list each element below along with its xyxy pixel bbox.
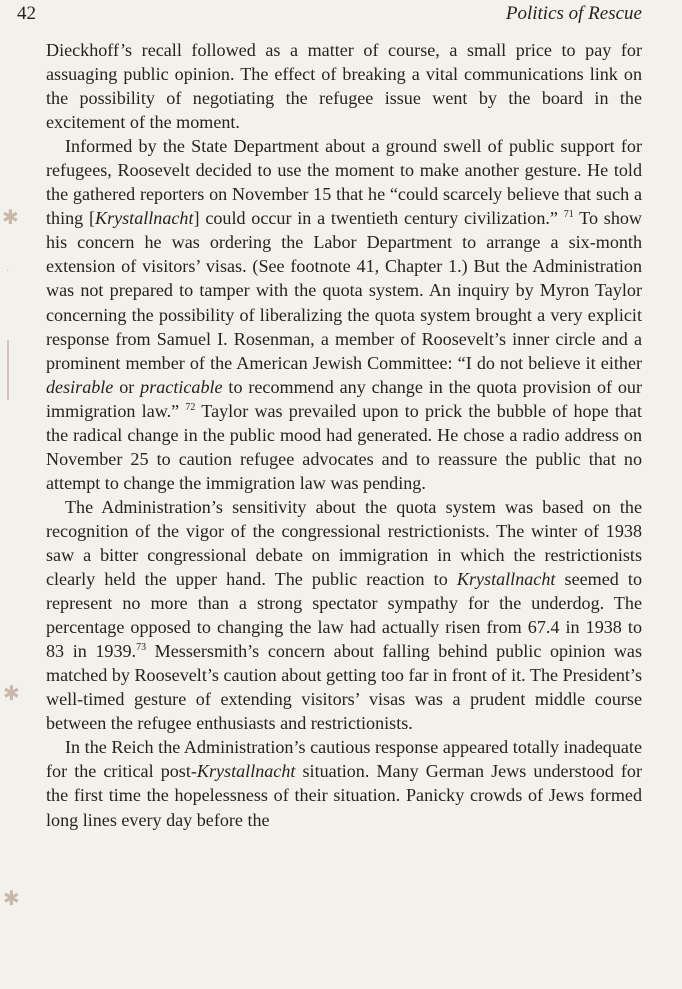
footnote-ref: 72 bbox=[185, 401, 196, 413]
paragraph bbox=[46, 735, 642, 831]
text-run: Taylor was prevailed upon to prick the bubble of hope that the radical change in the public mood had generated. He chose a radio address on November 25 to caution refugee advocates and to reassure the public that no attempt to change the immigration law was pending. bbox=[46, 400, 642, 493]
italic-text: desirable bbox=[46, 376, 114, 397]
body-text bbox=[46, 38, 642, 832]
paragraph bbox=[46, 495, 642, 735]
page-number: 42 bbox=[17, 3, 36, 24]
margin-asterisk-mark: ✱ bbox=[3, 683, 20, 705]
paragraph bbox=[46, 134, 642, 495]
italic-text: Krystallnacht bbox=[456, 569, 556, 590]
bracket: [ bbox=[88, 208, 95, 229]
margin-asterisk-mark: ✱ bbox=[2, 207, 19, 229]
italic-text: Krystallnacht bbox=[196, 761, 296, 782]
italic-text: practicable bbox=[140, 376, 223, 397]
bracket: ] bbox=[193, 208, 200, 229]
footnote-ref: 71 bbox=[563, 209, 574, 221]
italic-text: Krystallnacht bbox=[95, 208, 194, 229]
margin-dot-mark: · bbox=[6, 266, 10, 277]
text-run: Messersmith’s concern about falling behind public opinion was matched by Roosevelt’s caution about getting too far in front of it. The President’s well-timed gesture of extending visitors’ visas was a prudent middle course between the refugee enthusiasts and restrictionists. bbox=[46, 641, 642, 734]
margin-asterisk-mark: ✱ bbox=[3, 888, 20, 910]
running-title: Politics of Rescue bbox=[505, 3, 642, 24]
text-run: situation. Many German Jews understood for the first time the hopelessness of their situation. Panicky crowds of Jews formed long lines every day before the bbox=[46, 761, 643, 830]
footnote-ref: 73 bbox=[136, 642, 147, 654]
margin-pencil-line bbox=[7, 340, 9, 400]
text-run: seemed to represent no more than a strong spectator sympathy for the underdog. The percentage opposed to changing the law had actually risen from 67.4 in 1938 to 83 in 1939. bbox=[46, 569, 642, 662]
running-header bbox=[17, 3, 642, 29]
text-run: The Administration’s sensitivity about the quota system was based on the recognition of the vigor of the congressional restrictionists. The winter of 1938 saw a bitter congressional debate on immigration in which the restrictionists clearly held the upper hand. The public reaction to bbox=[46, 496, 642, 590]
paragraph bbox=[46, 38, 642, 134]
text-run: To show his concern he was ordering the Labor Department to arrange a six-month extension of visitors’ visas. (See footnote 41, Chapter 1.) But the Administration was not prepared to tamper with the quota system. An inquiry by Myron Taylor concerning the possibility of liberalizing the quota system brought a very explicit response from Samuel I. Rosenman, a member of Roosevelt’s inner circle and a prominent member of the American Jewish Committee: “I do not believe it either bbox=[46, 208, 642, 373]
text-run: or bbox=[113, 376, 141, 397]
text-run: could occur in a twentieth century civilization.” bbox=[199, 208, 564, 229]
text-run: Informed by the State Department about a ground swell of public support for refugees, Roosevelt decided to use the moment to make another gesture. He told the gathered reporters on November 15 that he “could scarcely believe that such a thing bbox=[46, 136, 642, 229]
text-run: Dieckhoff’s recall followed as a matter of course, a small price to pay for assuaging public opinion. The effect of breaking a vital communications link on the possibility of negotiating the refugee issue went by the board in the excitement of the moment. bbox=[46, 40, 642, 133]
text-run: In the Reich the Administration’s cautious response appeared totally inadequate for the critical post- bbox=[46, 737, 642, 782]
text-run: to recommend any change in the quota provision of our immigration law.” bbox=[46, 376, 642, 421]
